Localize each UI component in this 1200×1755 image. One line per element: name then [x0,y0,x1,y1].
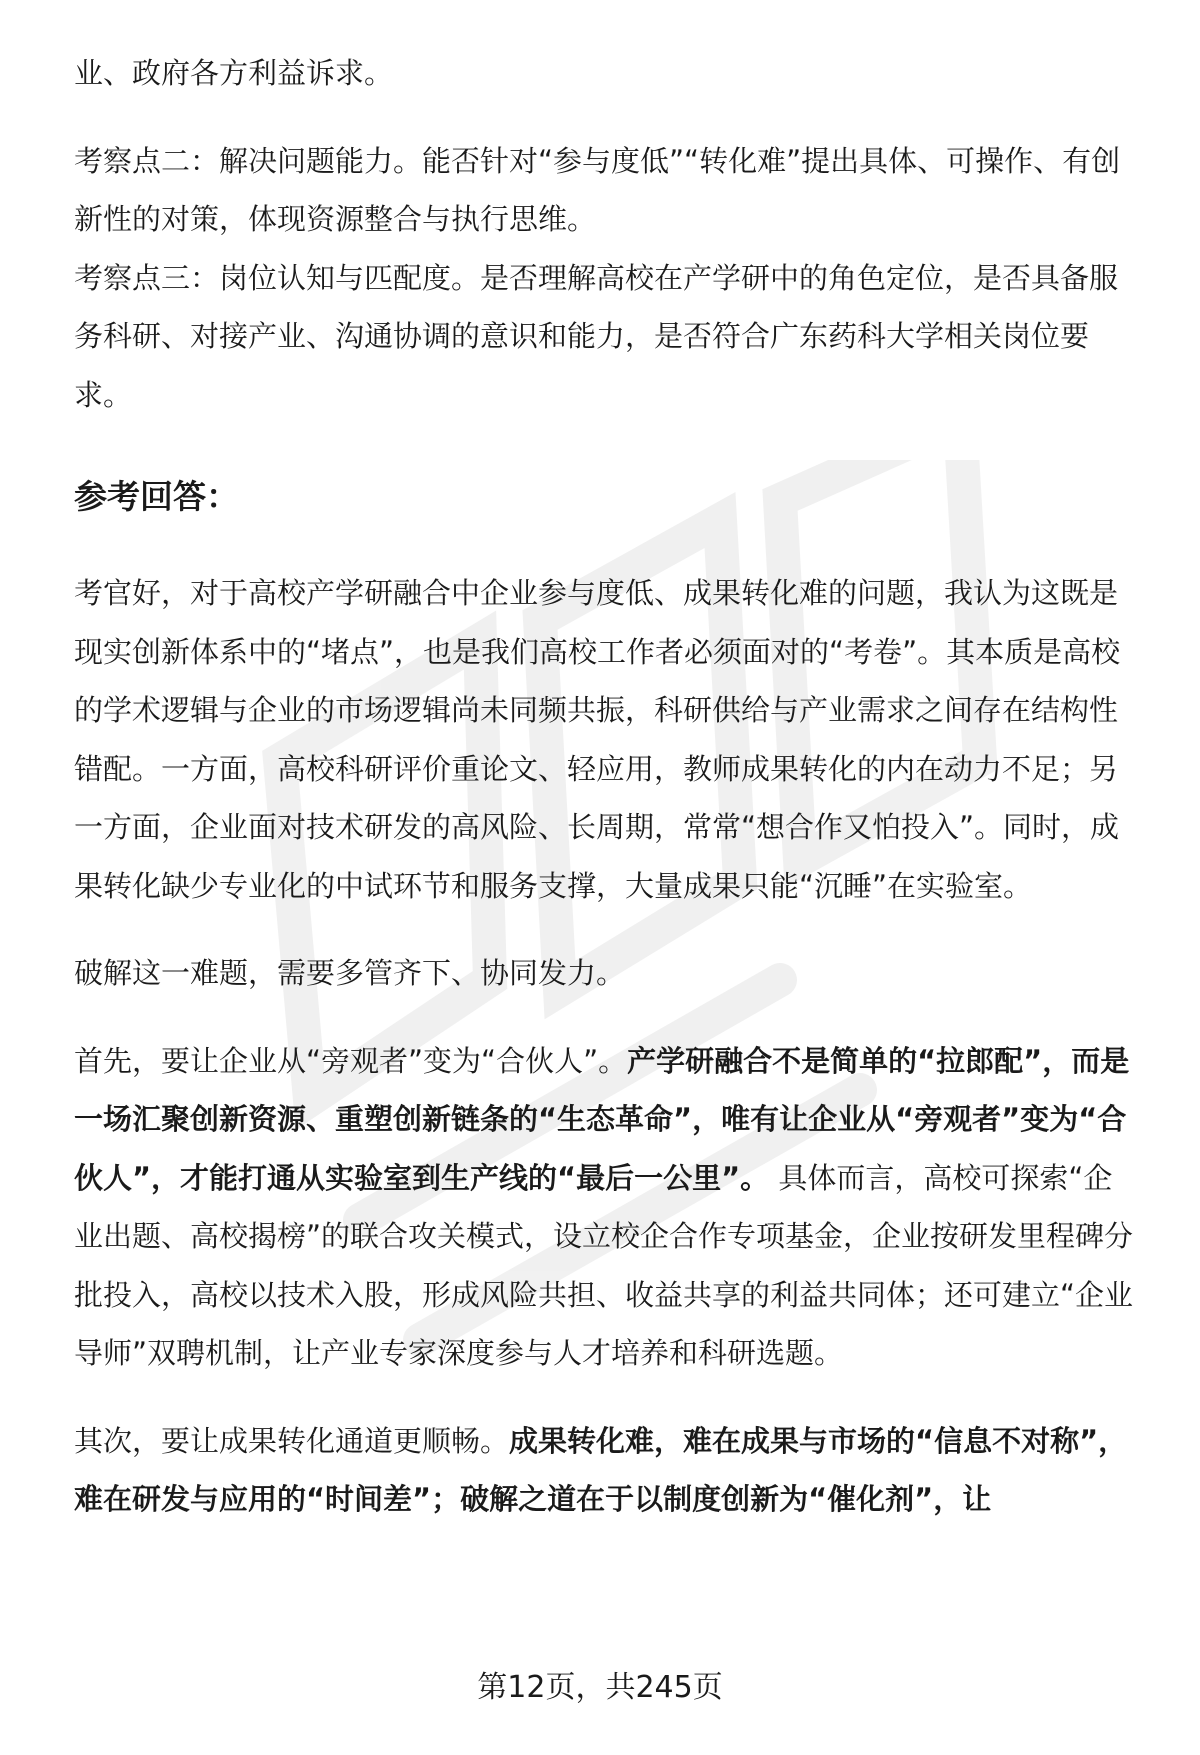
paragraph-answer-first [74,1032,1138,1383]
first-point-lead: 首先，要让企业从“旁观者”变为“合伙人”。 [74,1043,628,1078]
paragraph-answer-second [74,1412,1138,1529]
document-page [74,44,1138,1529]
page-footer: 第12页，共245页 [477,1670,723,1705]
second-point-lead: 其次，要让成果转化通道更顺畅。 [74,1423,510,1458]
first-point-detail: 具体而言，高校可探索“企业出题、高校揭榜”的联合攻关模式，设立校企合作专项基金，企业按研发里程碑分批投入，高校以技术入股，形成风险共担、收益共享的利益共同体；还可建立“企业导师”双聘机制，让产业专家深度参与人才培养和科研选题。 [74,1160,1134,1370]
first-point-emphasis: 产学研融合不是简单的“拉郎配”，而是一场汇聚创新资源、重塑创新链条的“生态革命”，唯有让企业从“旁观者”变为“合伙人”，才能打通从实验室到生产线的“最后一公里”。 [74,1043,1130,1195]
paragraph-assessment-point-2: 考察点二：解决问题能力。能否针对“参与度低”“转化难”提出具体、可操作、有创新性的对策，体现资源整合与执行思维。 [74,143,1121,236]
paragraph-assessment-point-3: 考察点三：岗位认知与匹配度。是否理解高校在产学研中的角色定位，是否具备服务科研、对接产业、沟通协调的意识和能力，是否符合广东药科大学相关岗位要求。 [74,260,1119,412]
section-heading-reference-answer: 参考回答： [74,477,239,516]
paragraph-continuation: 业、政府各方利益诉求。 [74,56,394,90]
second-point-emphasis: 成果转化难，难在成果与市场的“信息不对称”，难在研发与应用的“时间差”；破解之道在于以制度创新为“催化剂”，让 [74,1423,1128,1516]
paragraph-answer-transition: 破解这一难题，需要多管齐下、协同发力。 [74,956,626,990]
paragraph-answer-intro: 考官好，对于高校产学研融合中企业参与度低、成果转化难的问题，我认为这既是现实创新体系中的“堵点”，也是我们高校工作者必须面对的“考卷”。其本质是高校的学术逻辑与企业的市场逻辑尚未同频共振，科研供给与产业需求之间存在结构性错配。一方面，高校科研评价重论文、轻应用，教师成果转化的内在动力不足；另一方面，企业面对技术研发的高风险、长周期，常常“想合作又怕投入”。同时，成果转化缺少专业化的中试环节和服务支撑，大量成果只能“沉睡”在实验室。 [74,576,1121,903]
